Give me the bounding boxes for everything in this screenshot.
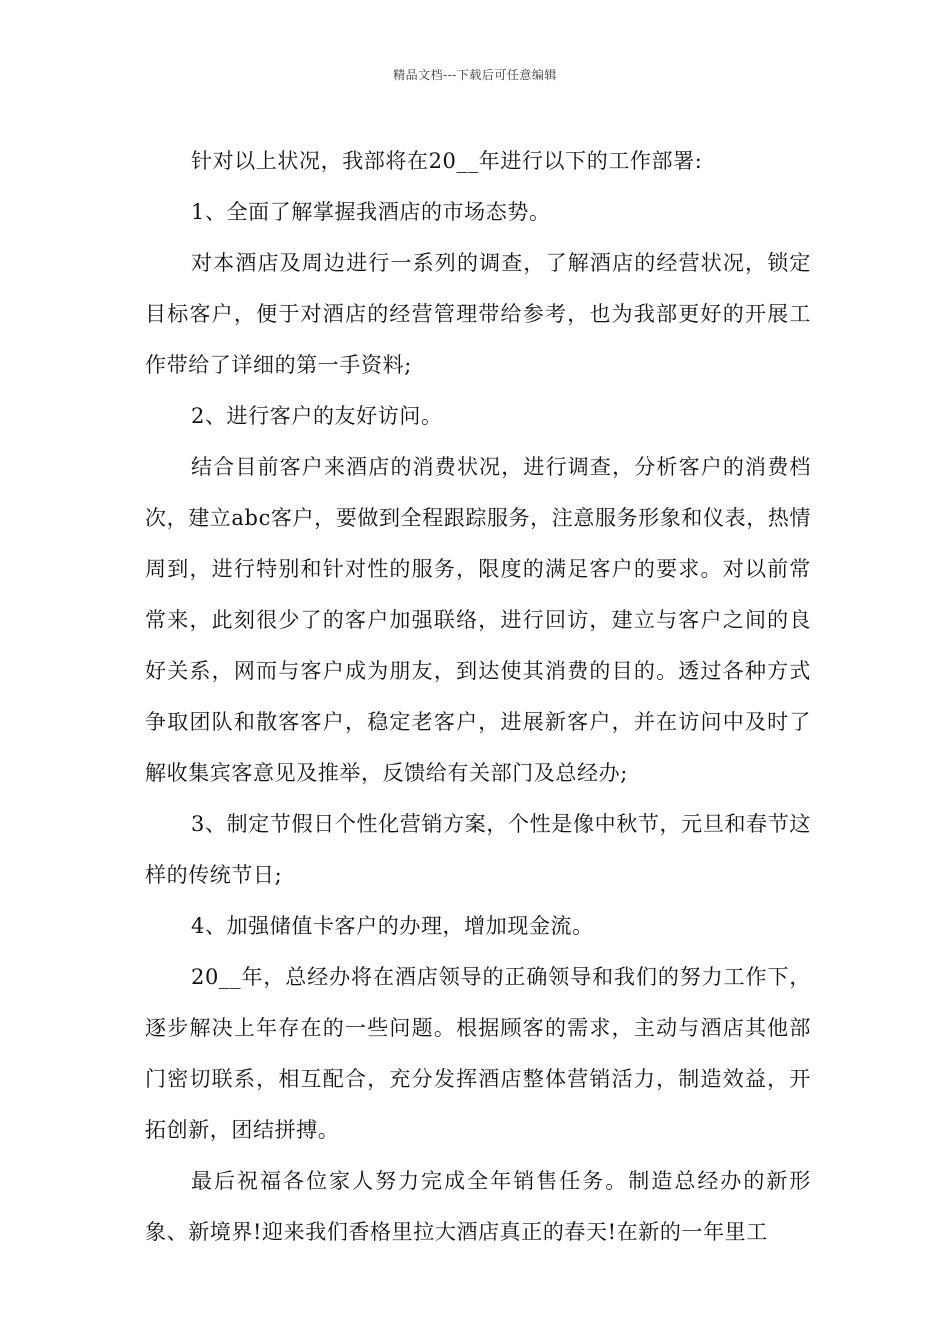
page-header: 精品文档---下载后可任意编辑 (393, 68, 557, 82)
paragraph-closing: 最后祝福各位家人努力完成全年销售任务。制造总经办的新形象、新境界!迎来我们香格里拉大酒店真正的春天!在新的一年里工 (145, 1169, 811, 1244)
paragraph-item-3: 3、制定节假日个性化营销方案，个性是像中秋节，元旦和春节这样的传统节日; (145, 812, 811, 887)
paragraph-plan: 20__年，总经办将在酒店领导的正确领导和我们的努力工作下，逐步解决上年存在的一些问题。根据顾客的需求，主动与酒店其他部门密切联系，相互配合，充分发挥酒店整体营销活力，制造效益，开拓创新，团结拼搏。 (145, 965, 811, 1142)
paragraph-intro: 针对以上状况，我部将在20__年进行以下的工作部署: (191, 149, 703, 173)
paragraph-item-1: 1、全面了解掌握我酒店的市场态势。 (191, 200, 551, 224)
paragraph-item-2-detail: 结合目前客户来酒店的消费状况，进行调查，分析客户的消费档次，建立abc客户，要做到全程跟踪服务，注意服务形象和仪表，热情周到，进行特别和针对性的服务，限度的满足客户的要求。对以前常常来，此刻很少了的客户加强联络，进行回访，建立与客户之间的良好关系，网而与客户成为朋友，到达使其消费的目的。透过各种方式争取团队和散客客户，稳定老客户，进展新客户，并在访问中及时了解收集宾客意见及推举，反馈给有关部门及总经办; (145, 455, 811, 785)
paragraph-item-1-detail: 对本酒店及周边进行一系列的调查，了解酒店的经营状况，锁定目标客户，便于对酒店的经营管理带给参考，也为我部更好的开展工作带给了详细的第一手资料; (145, 251, 811, 377)
paragraph-item-2: 2、进行客户的友好访问。 (191, 404, 443, 428)
paragraph-item-4: 4、加强储值卡客户的办理，增加现金流。 (191, 914, 594, 938)
document-body (145, 136, 811, 1258)
